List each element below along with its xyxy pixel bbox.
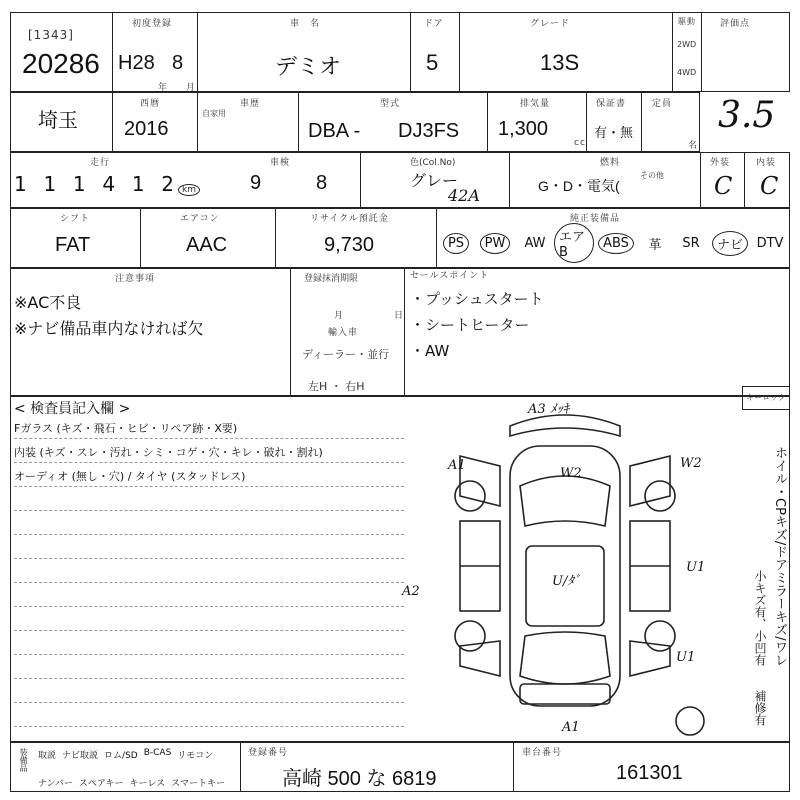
doors: 5 xyxy=(426,50,439,75)
side-note-1: ホイル・CPキズ/ドアミラーキズ/ワレ xyxy=(772,446,787,667)
grade: 13S xyxy=(540,50,580,75)
first-reg-month: 8 xyxy=(172,52,184,74)
aircon: AAC xyxy=(186,234,228,256)
equip-pw: PW xyxy=(476,220,514,266)
color-code: 42A xyxy=(448,186,480,205)
footer-items-bottom: ナンバー スペアキー キーレス スマートキー xyxy=(38,779,225,789)
auction-sheet: [1343] 20286 初度登録 H28 8 年 月 車 名 デミオ ドア 5 グレード 13S 駆動 2WD 4WD 評価点 3.5 埼玉 西暦 2016 車歴 自家用 型式 DBA - DJ3FS 排気量 1,300 cc 保証書 有・無 定員 名 走行 1 1 1 4 1 2 km 車検 9 8 色(Col.No) グレー 42A 燃料 G・D・電気( その他 外装 内装 C C シフト FAT エアコン AAC リサイクル預託金 9,730 純正装備品 PS PW AW エアB ABS 革 SR ナビ DTV 注意事項 ※AC不良 ※ナビ備品車内なければ欠 登録抹消期限 月 日 輸入車 ディーラー・並行 左H ・ 右H セールスポイント ・プッシュスタート ・シートヒーター ・AW < 検査員記入欄 > Fガラス (キズ・飛石・ヒビ・リペア跡・X要) 内装 (キズ・スレ・汚れ・シミ・コゲ・穴・キレ・破れ・割れ) オーディオ (無し・穴) / タイヤ (スタッドレス) A3 ﾒｯｷ W2 W2 A1 A2 U/ﾀﾞ U1 U1 A1 キーロック ホイル・CPキズ/ドアミラーキズ/ワレ 小キズ有、小凹有 補修有 装備品 取説 ナビ取説 ロム/SD B-CAS リモコン ナンバー スペアキー キーレス スマートキー 登録番号 高崎 500 な 6819 車台番号 161301 xyxy=(0,0,800,800)
warranty: 有・無 xyxy=(594,125,634,140)
equip-airbag: エアB xyxy=(554,220,594,266)
shaken-month: 8 xyxy=(316,172,328,194)
inspector-title: < 検査員記入欄 > xyxy=(14,401,131,417)
side-note-2: 小キズ有、小凹有 xyxy=(753,570,767,666)
car-name: デミオ xyxy=(275,54,342,79)
damage-mark-a2: A2 xyxy=(402,584,420,599)
model-code: DJ3FS xyxy=(398,120,460,142)
damage-mark-u1-door: U1 xyxy=(686,560,706,575)
equip-aw: AW xyxy=(524,235,546,251)
damage-mark-a3: A3 ﾒｯｷ xyxy=(528,402,570,417)
damage-mark-u-roof: U/ﾀﾞ xyxy=(552,574,581,589)
mileage: 1 1 1 4 1 2 xyxy=(14,172,174,196)
first-reg-era: H28 xyxy=(118,52,155,74)
inspector-line-3: オーディオ (無し・穴) / タイヤ (スタッドレス) xyxy=(14,470,246,483)
drive-label: 駆動 xyxy=(678,17,696,26)
sales-point-3: ・AW xyxy=(410,342,450,360)
equip-dtv: DTV xyxy=(756,235,784,251)
region: 埼玉 xyxy=(38,110,78,132)
color: グレー xyxy=(410,173,459,190)
side-note-3: 補修有 xyxy=(753,690,767,726)
year: 2016 xyxy=(124,118,169,140)
exterior-grade: C xyxy=(714,172,733,200)
caution-line-1: ※AC不良 xyxy=(14,293,82,312)
equip-abs: ABS xyxy=(596,220,636,266)
inspector-line-2: 内装 (キズ・スレ・汚れ・シミ・コゲ・穴・キレ・破れ・割れ) xyxy=(14,446,323,459)
equip-leather: 革 xyxy=(648,237,662,253)
key-lock-label: キーロック xyxy=(746,393,786,402)
recycle-fee: 9,730 xyxy=(324,234,375,256)
car-damage-diagram xyxy=(430,396,730,736)
damage-mark-w2-left: W2 xyxy=(560,466,582,481)
damage-mark-a1-front: A1 xyxy=(448,458,466,473)
interior-grade: C xyxy=(760,172,779,200)
damage-mark-a1-rear: A1 xyxy=(562,720,580,735)
inspector-line-1: Fガラス (キズ・飛石・ヒビ・リペア跡・X要) xyxy=(14,422,238,435)
grade-label: グレード xyxy=(530,19,571,29)
equip-ps: PS xyxy=(438,220,474,266)
displacement: 1,300 xyxy=(498,118,549,140)
equip-sr: SR xyxy=(682,235,700,251)
shaken-year: 9 xyxy=(250,172,262,194)
sales-point-1: ・プッシュスタート xyxy=(410,290,544,308)
sales-point-2: ・シートヒーター xyxy=(410,316,530,334)
damage-mark-u1-rear: U1 xyxy=(676,650,696,665)
shift: FAT xyxy=(55,234,91,256)
stock-number: 20286 xyxy=(22,48,100,79)
score: 3.5 xyxy=(718,95,776,136)
score-label: 評価点 xyxy=(720,19,751,29)
model-prefix: DBA - xyxy=(308,120,361,142)
fuel: G・D・電気( xyxy=(538,178,620,194)
footer-items-top: 取説 ナビ取説 ロム/SD B-CAS リモコン xyxy=(38,748,214,761)
door-label: ドア xyxy=(424,19,444,29)
first-reg-label: 初度登録 xyxy=(132,19,173,29)
license-plate: 高崎 500 な 6819 xyxy=(282,768,437,790)
chassis-number: 161301 xyxy=(616,762,683,784)
equip-navi: ナビ xyxy=(710,220,750,266)
lot-label: [1343] xyxy=(28,28,74,42)
caution-line-2: ※ナビ備品車内なければ欠 xyxy=(14,319,204,338)
damage-mark-w2-right: W2 xyxy=(680,456,702,471)
car-name-label: 車 名 xyxy=(290,19,321,29)
